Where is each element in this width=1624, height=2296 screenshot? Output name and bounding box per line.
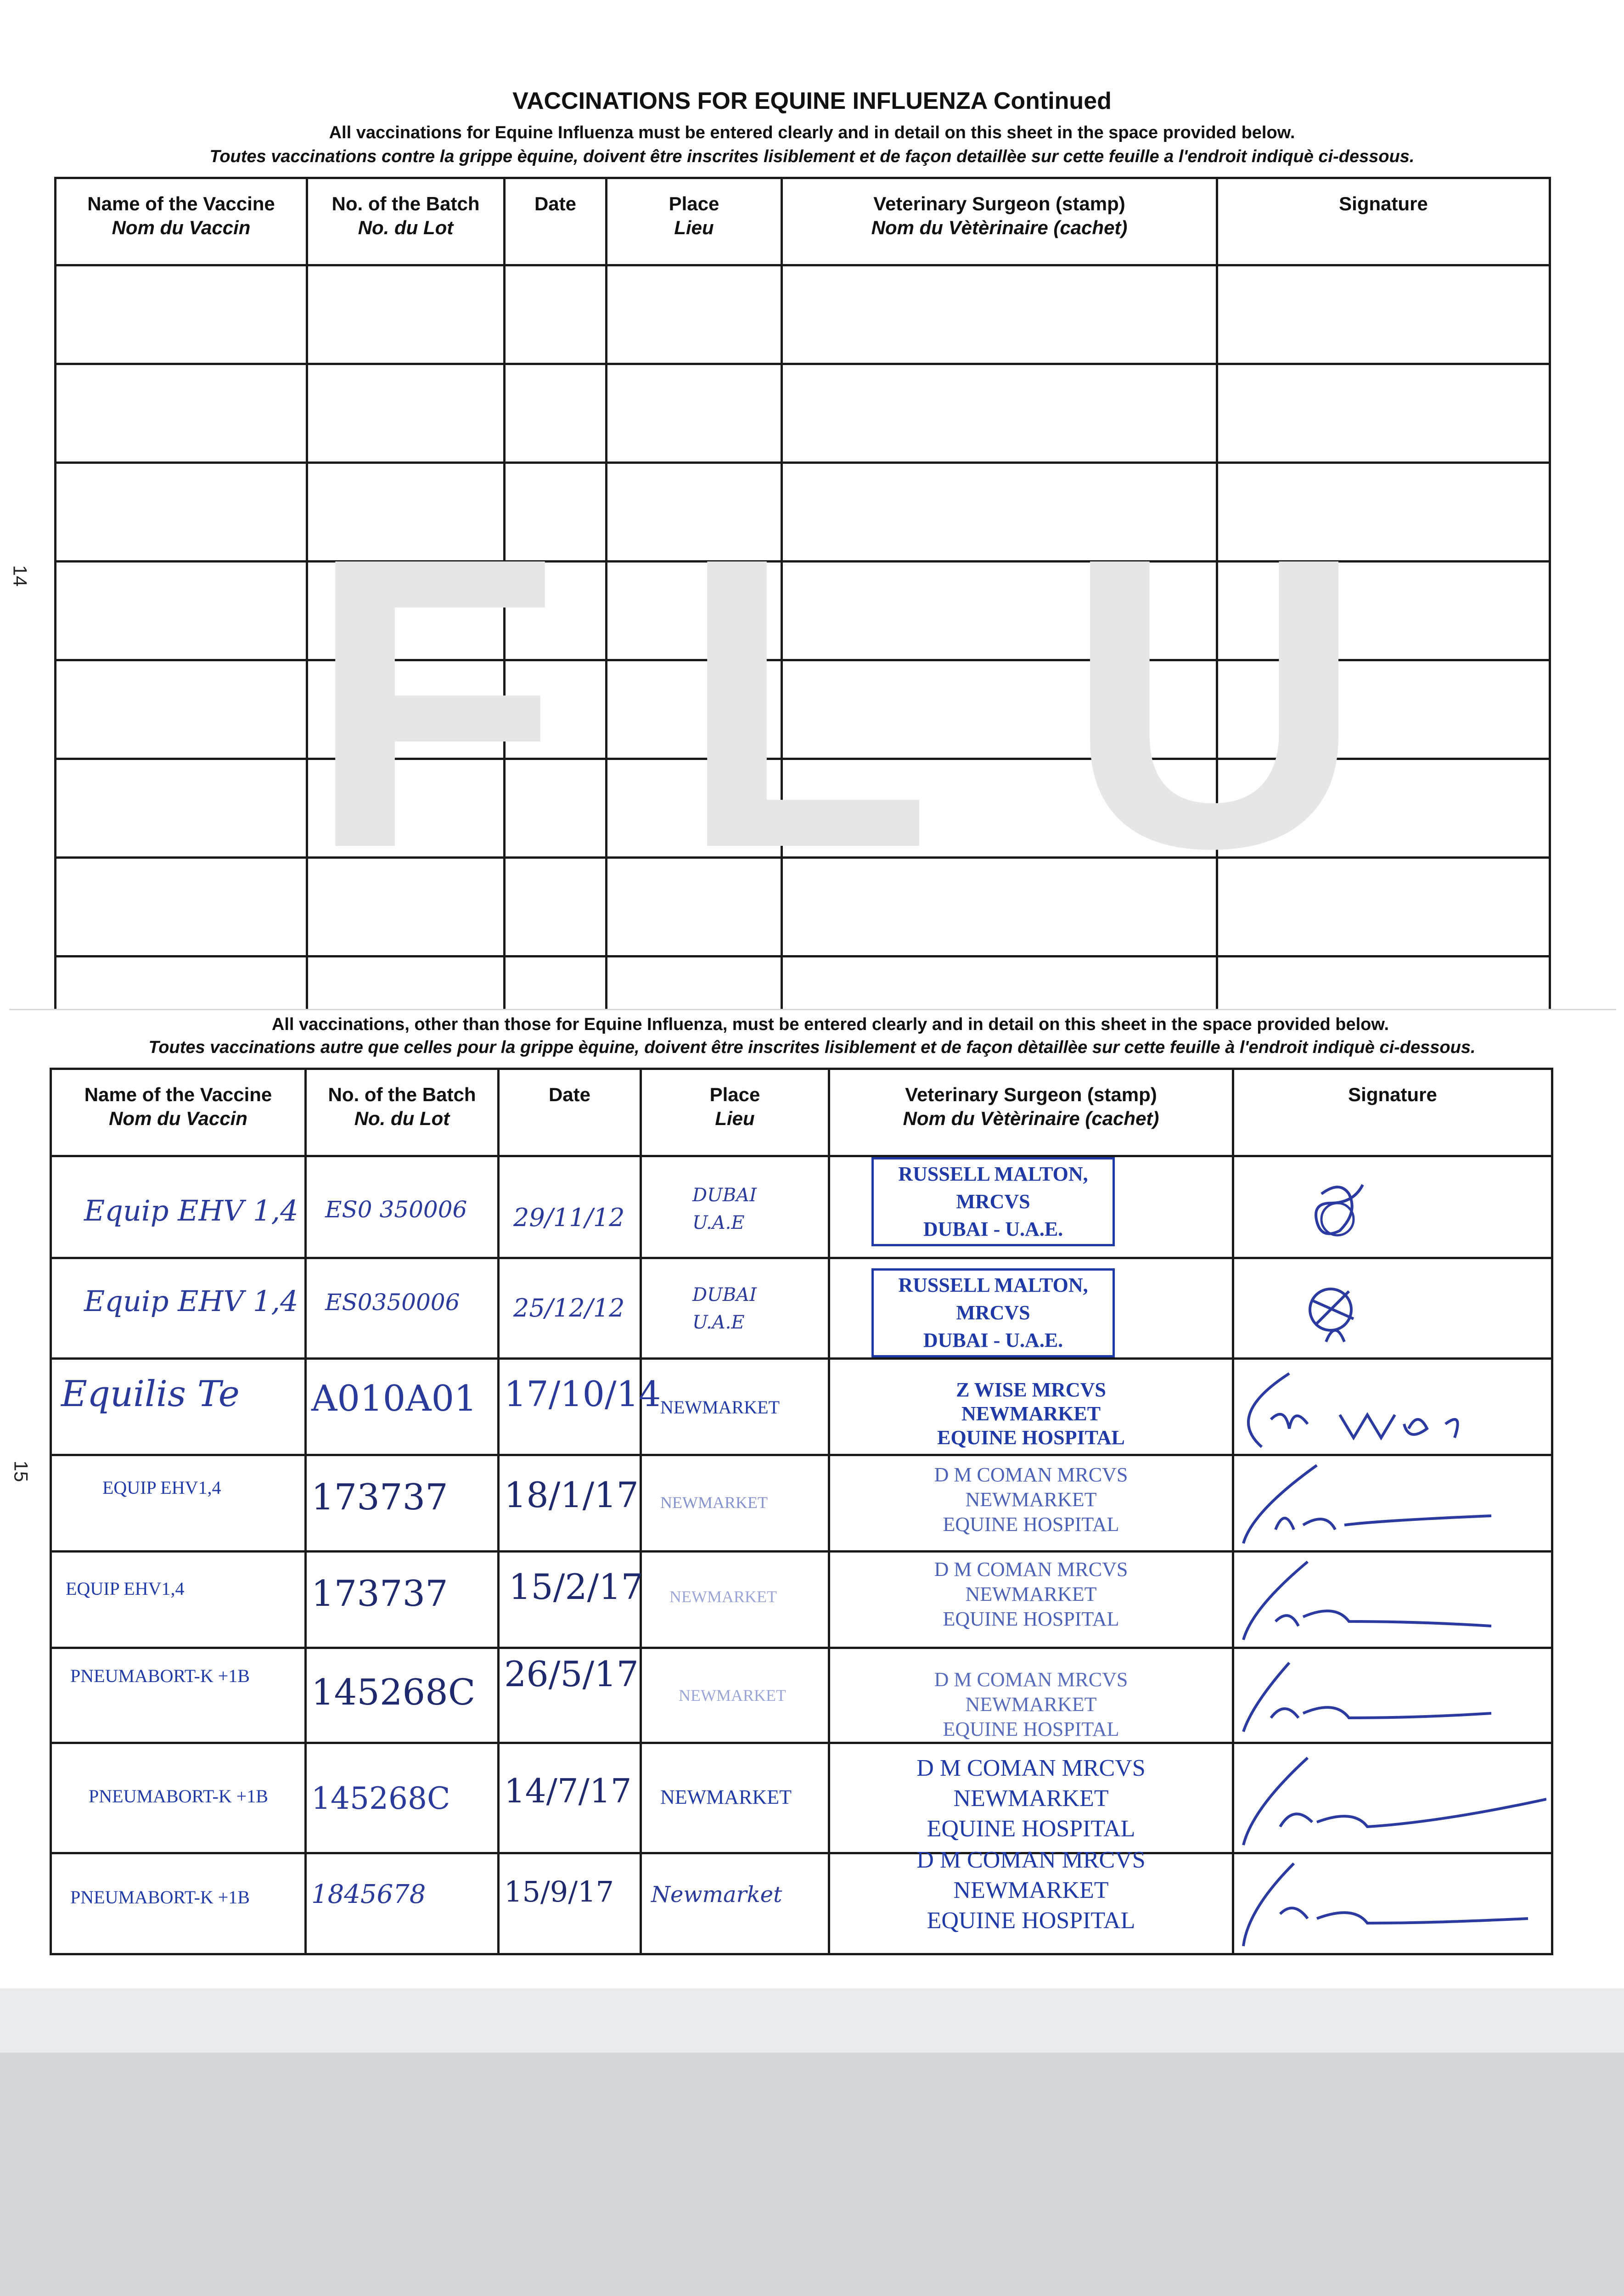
vaccine-cell[interactable]: EQUIP EHV1,4 — [51, 1455, 306, 1552]
vaccine-cell[interactable]: PNEUMABORT-K +1B — [51, 1743, 306, 1853]
signature-cell[interactable] — [1233, 1359, 1552, 1455]
upper-header-vet: Veterinary Surgeon (stamp) Nom du Vètèrinaire (cachet) — [782, 178, 1217, 265]
upper-instruction-fr: Toutes vaccinations contre la grippe èquine, doivent être inscrites lisiblement et de façon detaillèe sur cette feuille a l'endroit indiquè ci-dessous. — [209, 147, 1415, 166]
signature-mark — [1234, 1553, 1551, 1647]
upper-cell[interactable] — [1217, 265, 1550, 364]
vet-cell[interactable] — [829, 1743, 1233, 1853]
upper-cell[interactable] — [1217, 364, 1550, 463]
signature-mark — [1294, 1273, 1551, 1353]
upper-cell[interactable] — [505, 364, 607, 463]
vaccine-cell[interactable]: PNEUMABORT-K +1B — [51, 1648, 306, 1743]
place-cell[interactable]: NEWMARKET — [641, 1455, 829, 1552]
table-row — [51, 1552, 1552, 1648]
date-cell[interactable]: 15/2/17 — [499, 1552, 641, 1648]
lower-instruction-en: All vaccinations, other than those for Equine Influenza, must be entered clearly and in detail on this sheet in the space provided below. — [271, 1015, 1389, 1034]
signature-cell[interactable] — [1233, 1743, 1552, 1853]
vet-cell[interactable] — [829, 1455, 1233, 1552]
upper-cell[interactable] — [56, 660, 307, 759]
upper-instruction-en: All vaccinations for Equine Influenza must be entered clearly and in detail on this sheet in the space provided below. — [329, 123, 1295, 142]
place-cell[interactable]: NEWMARKET — [641, 1648, 829, 1743]
lower-vaccination-table — [50, 1068, 1553, 1955]
table-row — [51, 1743, 1552, 1853]
watermark-letter-u: U — [1065, 472, 1364, 934]
date-cell[interactable]: 26/5/17 — [499, 1648, 641, 1743]
signature-mark — [1234, 1744, 1551, 1852]
upper-title: VACCINATIONS FOR EQUINE INFLUENZA Continued — [512, 88, 1112, 114]
vaccine-cell[interactable]: EQUIP EHV1,4 — [51, 1552, 306, 1648]
lower-header-signature: Signature — [1233, 1069, 1552, 1156]
place-cell[interactable]: NEWMARKET — [641, 1359, 829, 1455]
date-cell[interactable]: 25/12/12 — [499, 1258, 641, 1359]
table-row — [51, 1648, 1552, 1743]
vet-stamp: D M COMAN MRCVS NEWMARKET EQUINE HOSPITAL — [934, 1668, 1128, 1740]
signature-mark — [1234, 1854, 1551, 1953]
table-row — [51, 1156, 1552, 1258]
date-cell[interactable]: 15/9/17 — [499, 1853, 641, 1954]
batch-cell[interactable]: 173737 — [306, 1552, 499, 1648]
table-row — [51, 1359, 1552, 1455]
table-row — [51, 1853, 1552, 1954]
page-number-14: 14 — [9, 565, 31, 587]
upper-cell[interactable] — [307, 265, 505, 364]
place-cell[interactable]: DUBAI U.A.E — [641, 1156, 829, 1258]
vet-stamp: RUSSELL MALTON, MRCVS DUBAI - U.A.E. — [871, 1157, 1115, 1246]
signature-cell[interactable] — [1233, 1258, 1552, 1359]
date-cell[interactable]: 29/11/12 — [499, 1156, 641, 1258]
signature-cell[interactable] — [1233, 1455, 1552, 1552]
upper-cell[interactable] — [782, 364, 1217, 463]
batch-cell[interactable]: A010A01 — [306, 1359, 499, 1455]
vet-cell[interactable] — [829, 1552, 1233, 1648]
table-row — [51, 1455, 1552, 1552]
upper-cell[interactable] — [307, 364, 505, 463]
upper-cell[interactable] — [505, 265, 607, 364]
vet-stamp: D M COMAN MRCVS NEWMARKET EQUINE HOSPITAL — [916, 1755, 1146, 1842]
lower-header-batch: No. of the Batch No. du Lot — [306, 1069, 499, 1156]
upper-cell[interactable] — [56, 759, 307, 858]
signature-mark — [1234, 1360, 1551, 1454]
upper-cell[interactable] — [782, 265, 1217, 364]
date-cell[interactable]: 18/1/17 — [499, 1455, 641, 1552]
batch-cell[interactable]: 173737 — [306, 1455, 499, 1552]
vet-stamp: D M COMAN MRCVS NEWMARKET EQUINE HOSPITAL — [934, 1463, 1128, 1536]
page-number-15: 15 — [10, 1460, 32, 1482]
upper-cell[interactable] — [607, 364, 782, 463]
vet-stamp: D M COMAN MRCVS NEWMARKET EQUINE HOSPITAL — [916, 1847, 1146, 1934]
place-cell[interactable]: Newmarket — [641, 1853, 829, 1954]
vaccine-cell[interactable]: Equip EHV 1,4 — [51, 1258, 306, 1359]
vet-cell[interactable] — [829, 1847, 1233, 1954]
vaccine-cell[interactable]: PNEUMABORT-K +1B — [51, 1853, 306, 1954]
lower-header-place: Place Lieu — [641, 1069, 829, 1156]
place-cell[interactable]: DUBAI U.A.E — [641, 1258, 829, 1359]
signature-cell[interactable] — [1233, 1648, 1552, 1743]
vaccine-cell[interactable]: Equilis Te — [51, 1359, 306, 1455]
vet-cell[interactable] — [829, 1258, 1233, 1359]
date-cell[interactable]: 17/10/14 — [499, 1359, 641, 1455]
upper-cell[interactable] — [56, 858, 307, 957]
upper-cell[interactable] — [56, 265, 307, 364]
upper-header-batch: No. of the Batch No. du Lot — [307, 178, 505, 265]
vet-stamp: RUSSELL MALTON, MRCVS DUBAI - U.A.E. — [871, 1268, 1115, 1357]
lower-header-vet: Veterinary Surgeon (stamp) Nom du Vètèrinaire (cachet) — [829, 1069, 1233, 1156]
batch-cell[interactable]: 145268C — [306, 1743, 499, 1853]
vet-stamp: Z WISE MRCVS NEWMARKET EQUINE HOSPITAL — [937, 1379, 1125, 1449]
lower-instruction-fr: Toutes vaccinations autre que celles pour la grippe èquine, doivent être inscrites lisiblement et de façon dètaillèe sur cette feuille à l'endroit indiquè ci-dessous. — [148, 1038, 1476, 1057]
page-edge-highlight — [0, 1988, 1624, 2053]
place-cell[interactable]: NEWMARKET — [641, 1552, 829, 1648]
vaccine-cell[interactable]: Equip EHV 1,4 — [51, 1156, 306, 1258]
batch-cell[interactable]: 1845678 — [306, 1853, 499, 1954]
lower-header-date: Date — [499, 1069, 641, 1156]
upper-cell[interactable] — [56, 562, 307, 660]
place-cell[interactable]: NEWMARKET — [641, 1743, 829, 1853]
watermark-letter-f: F — [308, 472, 560, 934]
vet-cell[interactable] — [829, 1156, 1233, 1258]
upper-cell[interactable] — [607, 265, 782, 364]
vet-cell[interactable] — [829, 1359, 1233, 1455]
watermark-letter-l: L — [680, 472, 932, 934]
table-row — [51, 1258, 1552, 1359]
batch-cell[interactable]: 145268C — [306, 1648, 499, 1743]
batch-cell[interactable]: ES0350006 — [306, 1258, 499, 1359]
upper-header-signature: Signature — [1217, 178, 1550, 265]
lower-header-vaccine: Name of the Vaccine Nom du Vaccin — [51, 1069, 306, 1156]
upper-header-place: Place Lieu — [607, 178, 782, 265]
upper-header-vaccine: Name of the Vaccine Nom du Vaccin — [56, 178, 307, 265]
signature-cell[interactable] — [1233, 1853, 1552, 1954]
date-cell[interactable]: 14/7/17 — [499, 1743, 641, 1853]
upper-header-date: Date — [505, 178, 607, 265]
batch-cell[interactable]: ES0 350006 — [306, 1156, 499, 1258]
upper-cell[interactable] — [56, 364, 307, 463]
signature-mark — [1303, 1176, 1551, 1257]
signature-mark — [1234, 1456, 1551, 1550]
signature-cell[interactable] — [1233, 1552, 1552, 1648]
vet-stamp: D M COMAN MRCVS NEWMARKET EQUINE HOSPITAL — [934, 1558, 1128, 1630]
signature-mark — [1234, 1649, 1551, 1739]
upper-cell[interactable] — [56, 463, 307, 562]
vet-cell[interactable] — [829, 1648, 1233, 1743]
signature-cell[interactable] — [1233, 1156, 1552, 1258]
